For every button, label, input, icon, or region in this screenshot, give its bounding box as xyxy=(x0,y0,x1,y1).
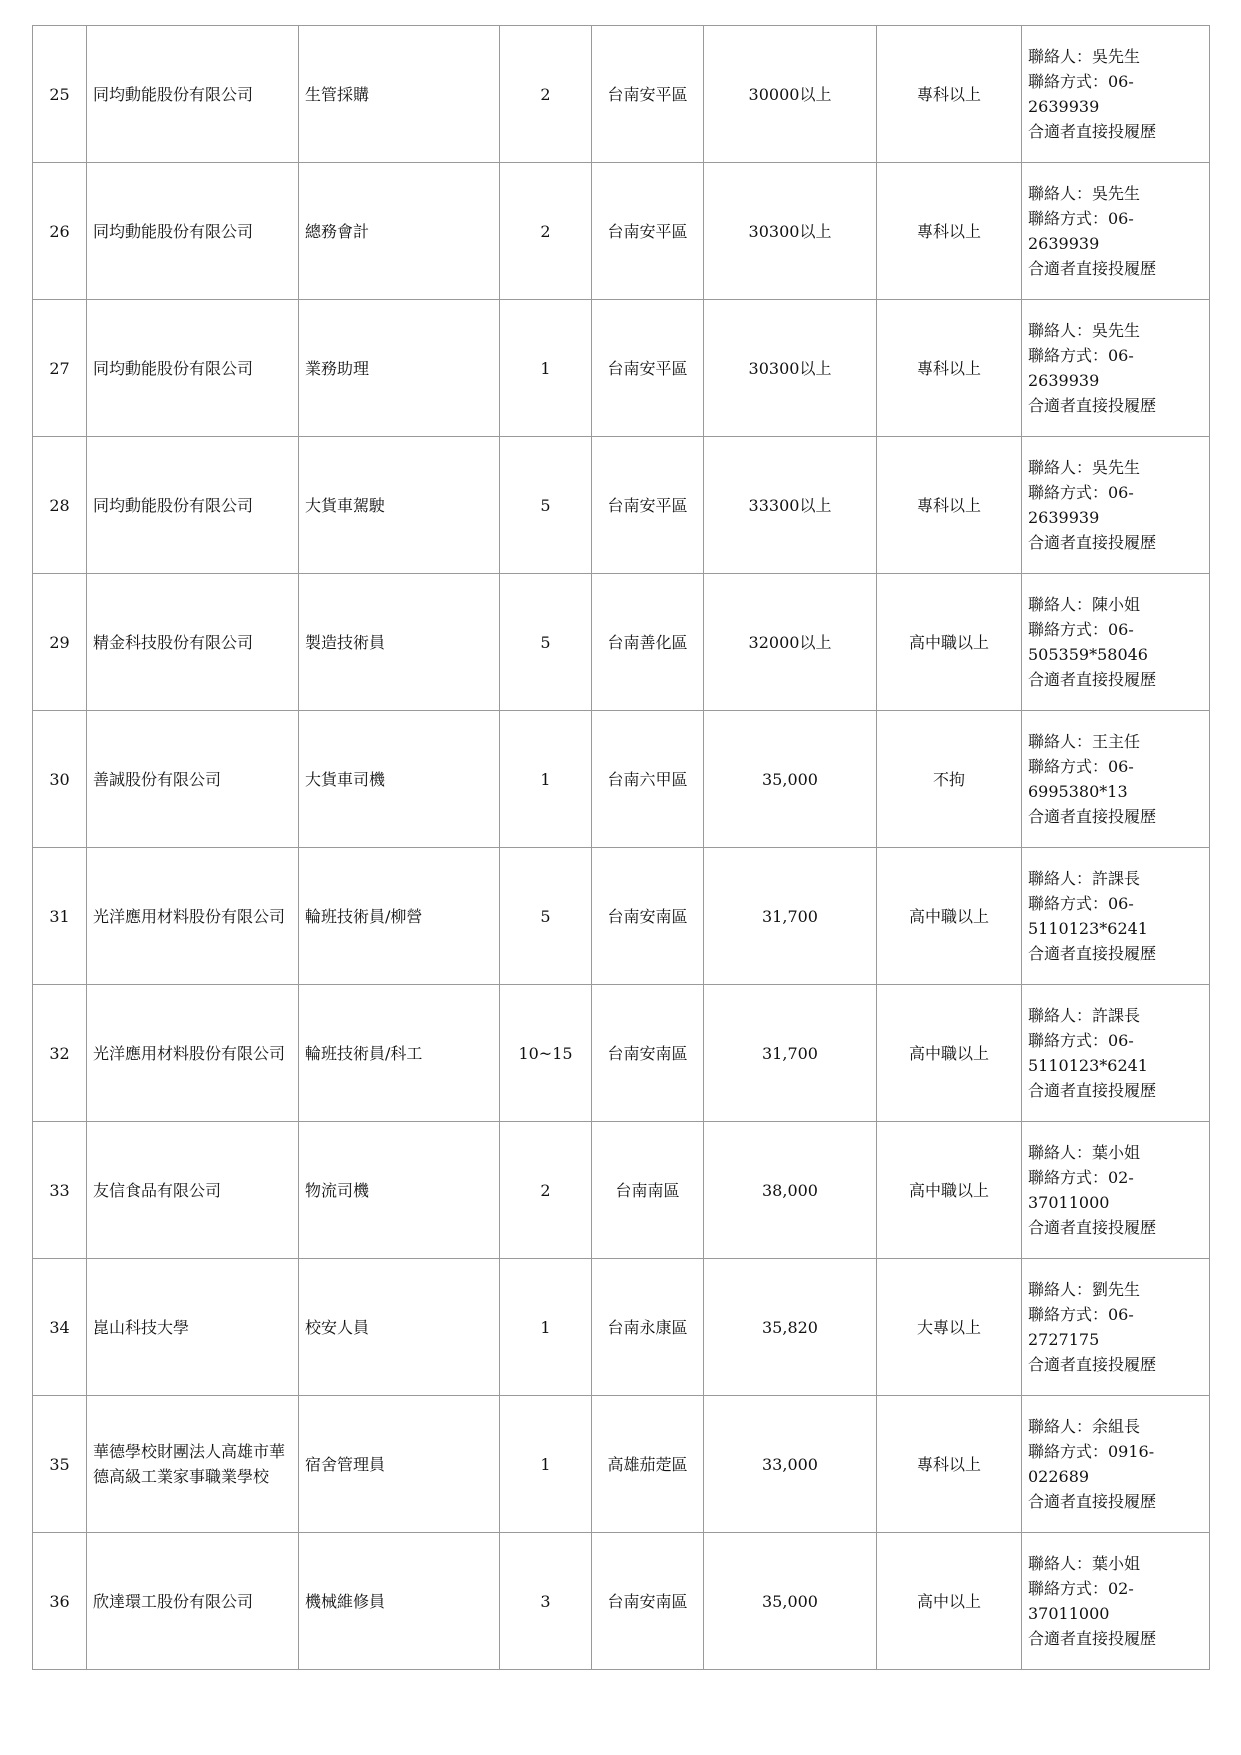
table-row xyxy=(33,985,1210,1122)
contact-line: 6995380*13 xyxy=(1028,782,1128,801)
contact-line: 合適者直接投履歷 xyxy=(1028,533,1157,552)
contact-line: 022689 xyxy=(1028,1467,1090,1486)
contact-line: 合適者直接投履歷 xyxy=(1028,122,1157,141)
contact-line: 聯絡方式：06- xyxy=(1028,72,1134,91)
table-row xyxy=(33,437,1210,574)
contact-line: 聯絡人：吳先生 xyxy=(1028,47,1141,66)
job-title: 大貨車駕駛 xyxy=(299,437,500,574)
company-name: 同均動能股份有限公司 xyxy=(87,437,299,574)
contact-line: 聯絡方式：06- xyxy=(1028,209,1134,228)
work-location: 台南六甲區 xyxy=(592,711,704,848)
table-row xyxy=(33,848,1210,985)
contact-info xyxy=(1022,163,1210,300)
work-location: 台南永康區 xyxy=(592,1259,704,1396)
job-title: 大貨車司機 xyxy=(299,711,500,848)
contact-info xyxy=(1022,300,1210,437)
job-title: 校安人員 xyxy=(299,1259,500,1396)
contact-info xyxy=(1022,848,1210,985)
contact-line: 聯絡方式：06- xyxy=(1028,894,1134,913)
contact-info xyxy=(1022,1259,1210,1396)
row-number: 25 xyxy=(33,26,87,163)
row-number: 29 xyxy=(33,574,87,711)
contact-line: 合適者直接投履歷 xyxy=(1028,259,1157,278)
work-location: 台南南區 xyxy=(592,1122,704,1259)
contact-line: 2727175 xyxy=(1028,1330,1100,1349)
work-location: 台南安南區 xyxy=(592,848,704,985)
contact-info xyxy=(1022,711,1210,848)
contact-line: 聯絡人：吳先生 xyxy=(1028,321,1141,340)
row-number: 36 xyxy=(33,1533,87,1670)
row-number: 28 xyxy=(33,437,87,574)
table-row xyxy=(33,574,1210,711)
row-number: 31 xyxy=(33,848,87,985)
job-title: 宿舍管理員 xyxy=(299,1396,500,1533)
contact-line: 聯絡方式：06- xyxy=(1028,1031,1134,1050)
company-name: 光洋應用材料股份有限公司 xyxy=(87,848,299,985)
job-title: 物流司機 xyxy=(299,1122,500,1259)
education-requirement: 高中職以上 xyxy=(877,1122,1022,1259)
contact-line: 聯絡人：王主任 xyxy=(1028,732,1141,751)
headcount: 1 xyxy=(500,1259,592,1396)
company-name: 崑山科技大學 xyxy=(87,1259,299,1396)
contact-line: 合適者直接投履歷 xyxy=(1028,944,1157,963)
contact-line: 聯絡人：吳先生 xyxy=(1028,458,1141,477)
contact-line: 合適者直接投履歷 xyxy=(1028,1492,1157,1511)
education-requirement: 高中職以上 xyxy=(877,848,1022,985)
salary: 30300以上 xyxy=(704,163,877,300)
contact-info xyxy=(1022,1122,1210,1259)
contact-line: 合適者直接投履歷 xyxy=(1028,807,1157,826)
contact-info xyxy=(1022,437,1210,574)
contact-info xyxy=(1022,26,1210,163)
headcount: 3 xyxy=(500,1533,592,1670)
company-name: 同均動能股份有限公司 xyxy=(87,300,299,437)
contact-line: 合適者直接投履歷 xyxy=(1028,1629,1157,1648)
work-location: 台南善化區 xyxy=(592,574,704,711)
contact-line: 聯絡方式：06- xyxy=(1028,1305,1134,1324)
work-location: 台南安南區 xyxy=(592,1533,704,1670)
job-title: 業務助理 xyxy=(299,300,500,437)
job-title: 輪班技術員/柳營 xyxy=(299,848,500,985)
company-name: 欣達環工股份有限公司 xyxy=(87,1533,299,1670)
headcount: 2 xyxy=(500,163,592,300)
education-requirement: 專科以上 xyxy=(877,163,1022,300)
contact-line: 聯絡人：余組長 xyxy=(1028,1417,1141,1436)
contact-info xyxy=(1022,985,1210,1122)
contact-line: 聯絡方式：02- xyxy=(1028,1579,1134,1598)
contact-line: 2639939 xyxy=(1028,234,1100,253)
contact-line: 2639939 xyxy=(1028,508,1100,527)
education-requirement: 專科以上 xyxy=(877,437,1022,574)
row-number: 26 xyxy=(33,163,87,300)
contact-line: 聯絡人：許課長 xyxy=(1028,1006,1141,1025)
contact-line: 聯絡人：葉小姐 xyxy=(1028,1554,1141,1573)
contact-line: 聯絡人：吳先生 xyxy=(1028,184,1141,203)
row-number: 35 xyxy=(33,1396,87,1533)
contact-line: 聯絡方式：06- xyxy=(1028,346,1134,365)
contact-info xyxy=(1022,1396,1210,1533)
contact-line: 505359*58046 xyxy=(1028,645,1148,664)
job-title: 總務會計 xyxy=(299,163,500,300)
contact-line: 聯絡人：劉先生 xyxy=(1028,1280,1141,1299)
job-title: 生管採購 xyxy=(299,26,500,163)
salary: 31,700 xyxy=(704,985,877,1122)
contact-line: 聯絡人：葉小姐 xyxy=(1028,1143,1141,1162)
contact-line: 合適者直接投履歷 xyxy=(1028,1081,1157,1100)
contact-line: 5110123*6241 xyxy=(1028,919,1148,938)
table-row xyxy=(33,1396,1210,1533)
table-row xyxy=(33,1259,1210,1396)
work-location: 台南安南區 xyxy=(592,985,704,1122)
row-number: 34 xyxy=(33,1259,87,1396)
contact-info xyxy=(1022,574,1210,711)
education-requirement: 不拘 xyxy=(877,711,1022,848)
salary: 30000以上 xyxy=(704,26,877,163)
headcount: 1 xyxy=(500,300,592,437)
company-name: 友信食品有限公司 xyxy=(87,1122,299,1259)
education-requirement: 高中職以上 xyxy=(877,985,1022,1122)
job-title: 機械維修員 xyxy=(299,1533,500,1670)
contact-line: 聯絡人：許課長 xyxy=(1028,869,1141,888)
table-row xyxy=(33,1533,1210,1670)
table-row xyxy=(33,300,1210,437)
work-location: 台南安平區 xyxy=(592,163,704,300)
contact-line: 聯絡方式：06- xyxy=(1028,620,1134,639)
salary: 32000以上 xyxy=(704,574,877,711)
contact-line: 聯絡方式：02- xyxy=(1028,1168,1134,1187)
job-title: 製造技術員 xyxy=(299,574,500,711)
contact-line: 聯絡方式：0916- xyxy=(1028,1442,1155,1461)
work-location: 台南安平區 xyxy=(592,26,704,163)
salary: 31,700 xyxy=(704,848,877,985)
work-location: 台南安平區 xyxy=(592,300,704,437)
headcount: 10~15 xyxy=(500,985,592,1122)
headcount: 2 xyxy=(500,1122,592,1259)
contact-line: 合適者直接投履歷 xyxy=(1028,670,1157,689)
row-number: 33 xyxy=(33,1122,87,1259)
contact-line: 聯絡人：陳小姐 xyxy=(1028,595,1141,614)
salary: 38,000 xyxy=(704,1122,877,1259)
headcount: 2 xyxy=(500,26,592,163)
job-listing-table xyxy=(32,25,1210,1670)
education-requirement: 高中以上 xyxy=(877,1533,1022,1670)
company-name: 光洋應用材料股份有限公司 xyxy=(87,985,299,1122)
contact-line: 5110123*6241 xyxy=(1028,1056,1148,1075)
salary: 33300以上 xyxy=(704,437,877,574)
work-location: 高雄茄萣區 xyxy=(592,1396,704,1533)
education-requirement: 大專以上 xyxy=(877,1259,1022,1396)
contact-line: 37011000 xyxy=(1028,1193,1110,1212)
headcount: 5 xyxy=(500,574,592,711)
salary: 33,000 xyxy=(704,1396,877,1533)
education-requirement: 專科以上 xyxy=(877,300,1022,437)
salary: 35,000 xyxy=(704,1533,877,1670)
contact-line: 聯絡方式：06- xyxy=(1028,483,1134,502)
contact-line: 合適者直接投履歷 xyxy=(1028,1355,1157,1374)
table-row xyxy=(33,163,1210,300)
salary: 35,820 xyxy=(704,1259,877,1396)
contact-line: 37011000 xyxy=(1028,1604,1110,1623)
contact-line: 2639939 xyxy=(1028,97,1100,116)
headcount: 1 xyxy=(500,1396,592,1533)
contact-line: 合適者直接投履歷 xyxy=(1028,396,1157,415)
row-number: 27 xyxy=(33,300,87,437)
company-name: 精金科技股份有限公司 xyxy=(87,574,299,711)
education-requirement: 高中職以上 xyxy=(877,574,1022,711)
row-number: 32 xyxy=(33,985,87,1122)
salary: 35,000 xyxy=(704,711,877,848)
contact-line: 2639939 xyxy=(1028,371,1100,390)
salary: 30300以上 xyxy=(704,300,877,437)
row-number: 30 xyxy=(33,711,87,848)
headcount: 1 xyxy=(500,711,592,848)
work-location: 台南安平區 xyxy=(592,437,704,574)
table-row xyxy=(33,26,1210,163)
company-name: 同均動能股份有限公司 xyxy=(87,163,299,300)
education-requirement: 專科以上 xyxy=(877,26,1022,163)
company-name: 善誠股份有限公司 xyxy=(87,711,299,848)
headcount: 5 xyxy=(500,437,592,574)
contact-info xyxy=(1022,1533,1210,1670)
company-name: 同均動能股份有限公司 xyxy=(87,26,299,163)
job-title: 輪班技術員/科工 xyxy=(299,985,500,1122)
table-row xyxy=(33,1122,1210,1259)
education-requirement: 專科以上 xyxy=(877,1396,1022,1533)
company-name: 華德學校財團法人高雄市華德高級工業家事職業學校 xyxy=(87,1396,299,1533)
contact-line: 聯絡方式：06- xyxy=(1028,757,1134,776)
contact-line: 合適者直接投履歷 xyxy=(1028,1218,1157,1237)
table-row xyxy=(33,711,1210,848)
headcount: 5 xyxy=(500,848,592,985)
